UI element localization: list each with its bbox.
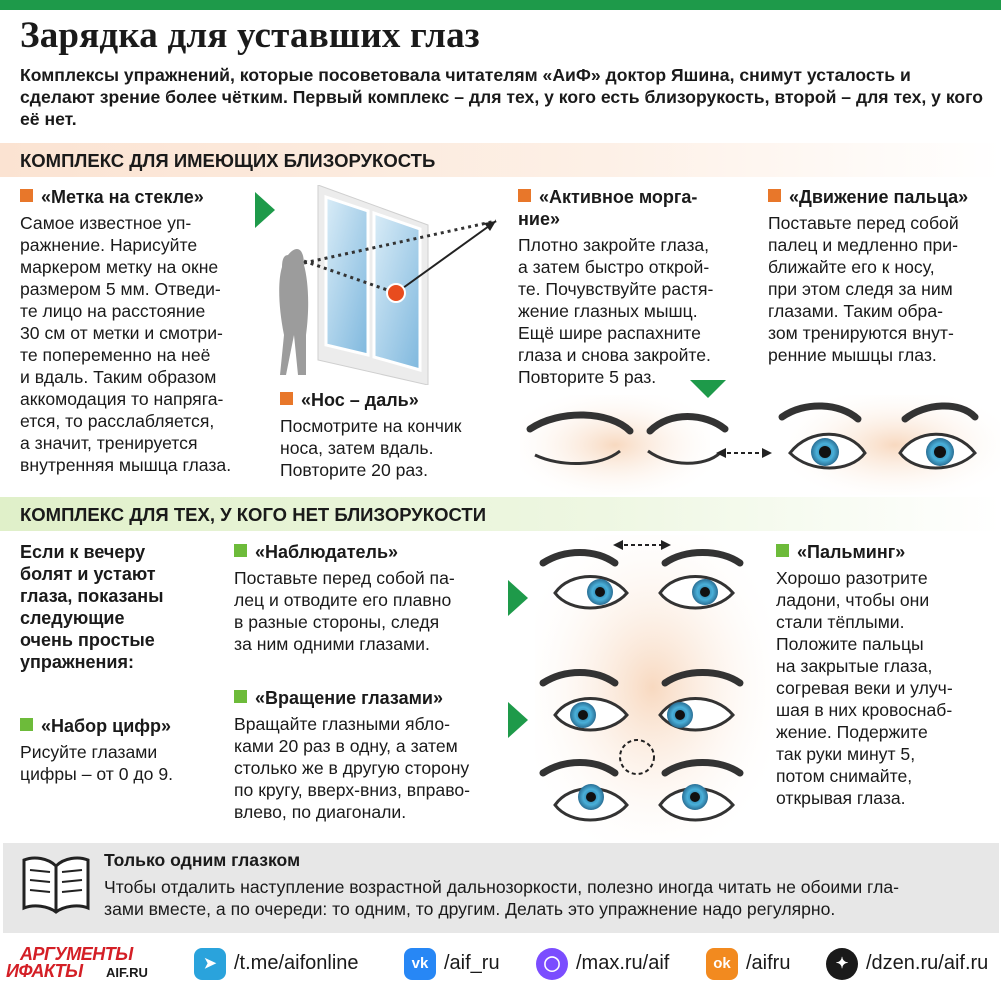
top-accent-bar <box>0 0 1001 10</box>
green-square-icon <box>20 718 33 731</box>
logo-site: AIF.RU <box>106 965 148 980</box>
exercise-nos <box>280 389 510 481</box>
metka-heading: «Метка на стекле» <box>41 187 204 207</box>
max-link[interactable]: /max.ru/aif <box>576 952 670 974</box>
exercise-morganie <box>518 186 758 388</box>
arrow-right-icon <box>508 580 528 616</box>
orange-square-icon <box>518 189 531 202</box>
eyes-illustration-top <box>520 395 1000 495</box>
dzen-icon[interactable]: ✦ <box>826 948 858 980</box>
tip-text: Чтобы отдалить наступление возрастной дальнозоркости, полезно иногда читать не обоими гла- зами вместе, а по очереди: то одним, то другим. Делать это упражнение надо регулярно. <box>104 877 899 919</box>
nablyudatel-text: Поставьте перед собой па- лец и отводите его плавно в разные стороны, следя за ним одними глазами. <box>234 568 455 654</box>
eyes-illustration-bottom <box>535 535 770 840</box>
palec-text: Поставьте перед собой палец и медленно при- ближайте его к носу, при этом следя за ним глазами. Таким обра- зом тренируются внут- ренние мышцы глаз. <box>768 213 959 365</box>
aif-logo[interactable] <box>6 944 176 982</box>
green-square-icon <box>234 690 247 703</box>
nablyudatel-heading: «Наблюдатель» <box>255 542 399 562</box>
metka-text: Самое известное уп- ражнение. Нарисуйте маркером метку на окне размером 5 мм. Отведи- те лицо на расстояние 30 см от метки и смотри- те попеременно на неё и вдаль. Таким образом аккомодация то напряга- ется, то расслабляется, а значит, тренируется внутренняя мышца глаза. <box>20 213 232 475</box>
vrashchenie-text: Вращайте глазными ябло- ками 20 раз в одну, а затем столько же в другую сторону по кругу, вверх-вниз, вправо- влево, по диагонали. <box>234 714 471 822</box>
exercise-nablyudatel <box>234 541 504 655</box>
book-icon <box>20 852 92 914</box>
palec-heading: «Движение пальца» <box>789 187 969 207</box>
morganie-text: Плотно закройте глаза, а затем быстро открой- те. Почувствуйте растя- жение глазных мышц. Ещё шире распахните глаза и снова закройте. Повторите 5 раз. <box>518 235 714 387</box>
page-title: Зарядка для уставших глаз <box>20 15 480 56</box>
vk-link[interactable]: /aif_ru <box>444 952 500 974</box>
cifry-text: Рисуйте глазами цифры – от 0 до 9. <box>20 742 174 784</box>
dzen-link[interactable]: /dzen.ru/aif.ru <box>866 952 989 974</box>
arrow-right-icon <box>508 702 528 738</box>
window-illustration <box>268 185 508 385</box>
green-square-icon <box>234 544 247 557</box>
section1-title: КОМПЛЕКС ДЛЯ ИМЕЮЩИХ БЛИЗОРУКОСТЬ <box>20 150 436 171</box>
section1-band <box>0 143 1001 177</box>
morganie-heading-2: ние» <box>518 209 560 229</box>
section2-band <box>0 497 1001 531</box>
green-square-icon <box>776 544 789 557</box>
telegram-link[interactable]: /t.me/aifonline <box>234 952 359 974</box>
section2-title: КОМПЛЕКС ДЛЯ ТЕХ, У КОГО НЕТ БЛИЗОРУКОСТИ <box>20 504 486 525</box>
logo-bottom: ИФАКТЫ <box>6 961 83 981</box>
intro-text: Комплексы упражнений, которые посоветовала читателям «АиФ» доктор Яшина, снимут усталость и сделают зрение более чётким. Первый комплекс – для тех, у кого есть близорукость, второй – для тех, у кого её нет. <box>20 65 984 129</box>
tip-heading: Только одним глазком <box>104 850 301 870</box>
ok-link[interactable]: /aifru <box>746 952 791 974</box>
telegram-icon[interactable]: ➤ <box>194 948 226 980</box>
logo-top: АРГУМЕНТЫ <box>20 944 133 964</box>
section2-lead: Если к вечеру болят и устают глаза, показаны следующие очень простые упражнения: <box>20 542 164 672</box>
orange-square-icon <box>280 392 293 405</box>
nos-heading: «Нос – даль» <box>301 390 419 410</box>
orange-square-icon <box>20 189 33 202</box>
palming-text: Хорошо разотрите ладони, чтобы они стали тёплыми. Положите пальцы на закрытые глаза, согревая веки и улуч- шая в них кровоснаб- жение. Подержите так руки минут 5, потом снимайте, открывая глаза. <box>776 568 953 808</box>
ok-icon[interactable]: ok <box>706 948 738 980</box>
exercise-palec <box>768 186 993 366</box>
palming-heading: «Пальминг» <box>797 542 906 562</box>
exercise-cifry <box>20 715 230 785</box>
vrashchenie-heading: «Вращение глазами» <box>255 688 443 708</box>
exercise-palming <box>776 541 996 809</box>
morganie-heading-1: «Активное моргa- <box>539 187 698 207</box>
vk-icon[interactable]: vk <box>404 948 436 980</box>
exercise-metka <box>20 186 260 476</box>
exercise-vrashchenie <box>234 687 509 823</box>
orange-square-icon <box>768 189 781 202</box>
cifry-heading: «Набор цифр» <box>41 716 172 736</box>
nos-text: Посмотрите на кончик носа, затем вдаль. Повторите 20 раз. <box>280 416 462 480</box>
max-icon[interactable]: ◯ <box>536 948 568 980</box>
